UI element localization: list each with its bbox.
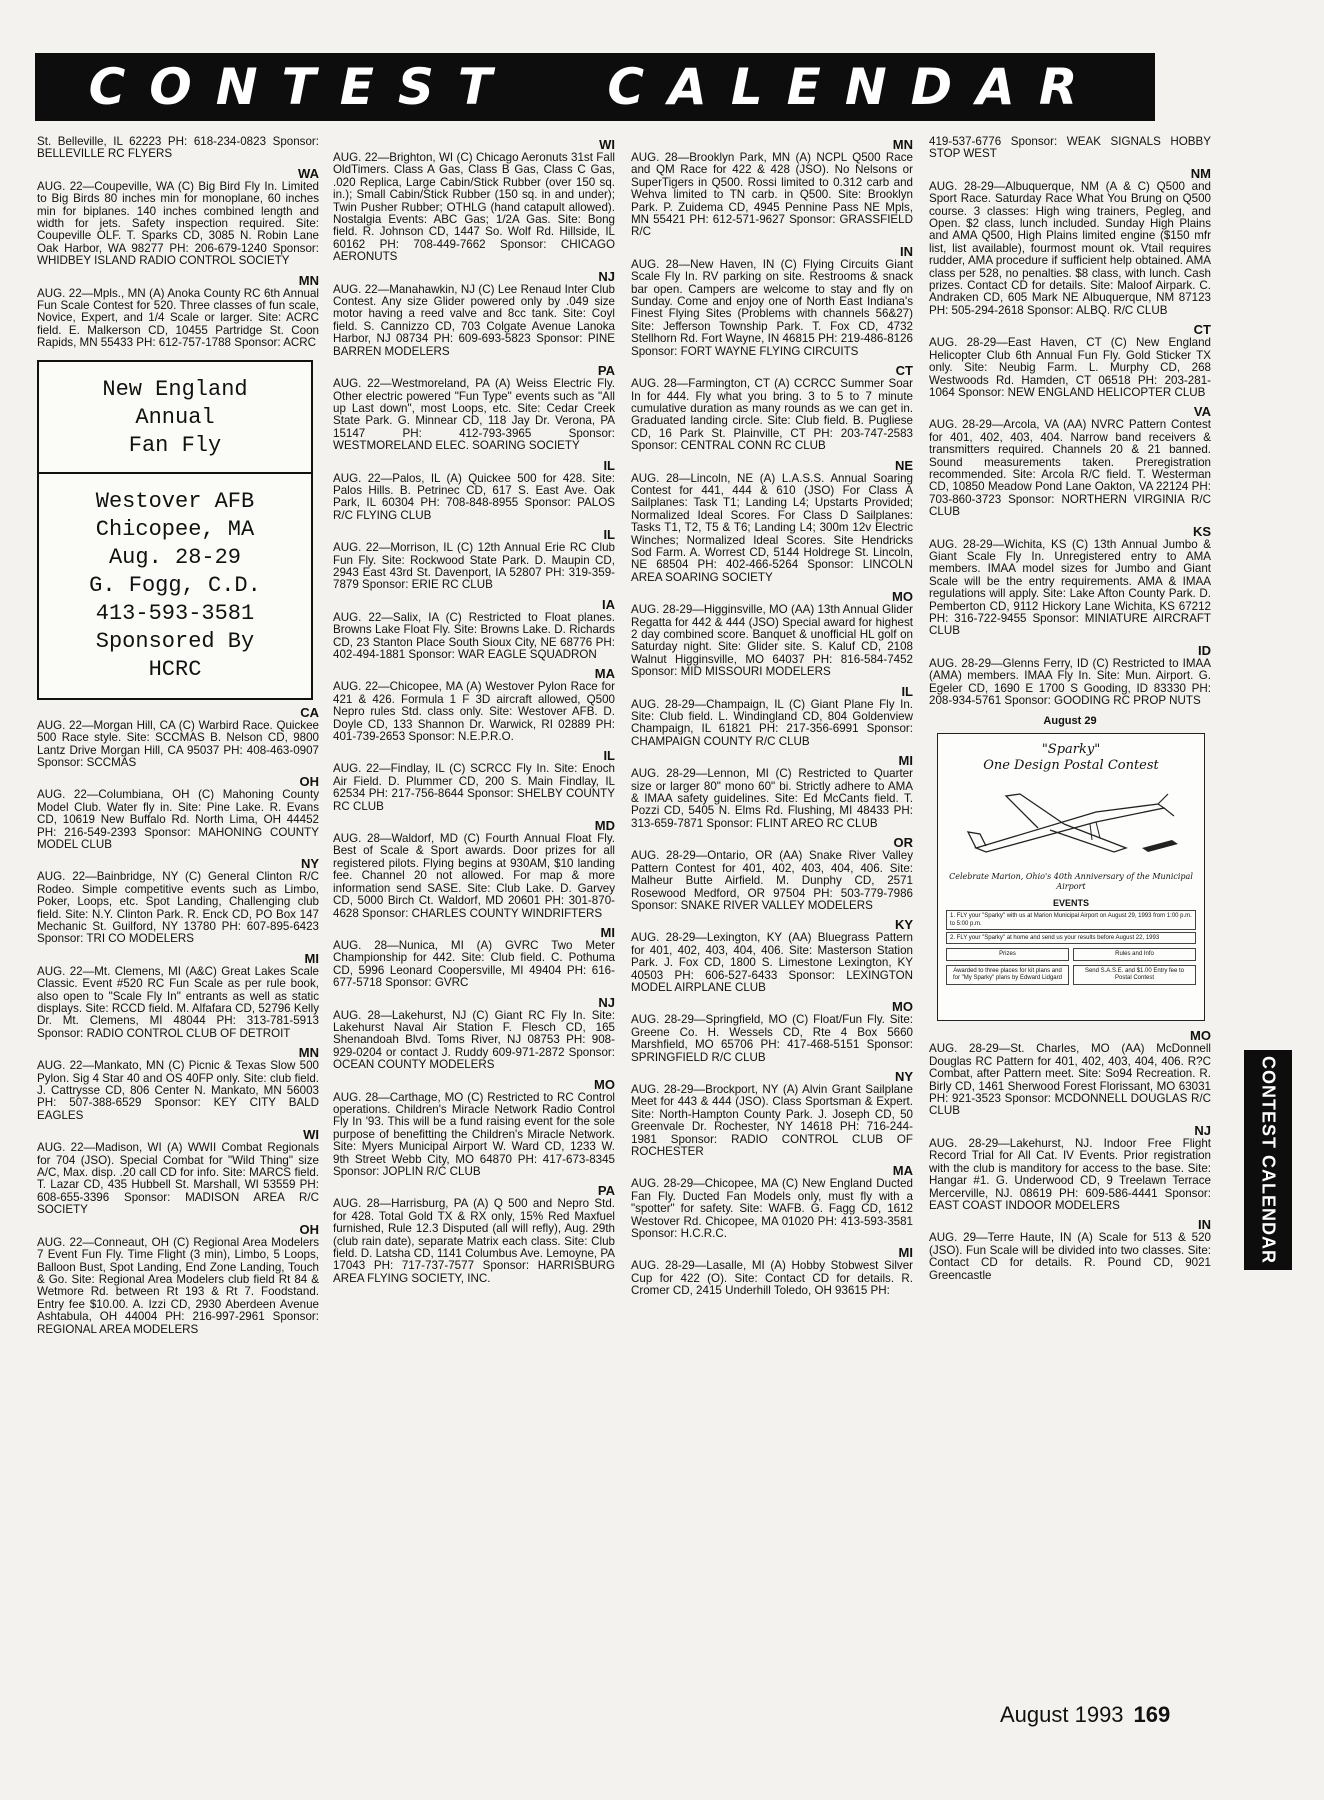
state-heading: NJ — [1194, 1122, 1211, 1138]
ad-detail-line: G. Fogg, C.D. — [89, 572, 261, 598]
state-heading: IN — [900, 243, 913, 259]
ad-title-line: New England — [102, 376, 248, 402]
contest-listing: AUG. 28-29—Champaign, IL (C) Giant Plane Fly In. Site: Club field. L. Windingland CD, 804 Goldenview Champaign, IL 61821 PH: 217-356-6991 Sponsor: CHAMPAIGN COUNTY R/C CLUB — [631, 697, 913, 748]
state-heading: NM — [1190, 165, 1211, 181]
issue-date: August 1993 — [1000, 1702, 1124, 1727]
state-heading: OH — [299, 1221, 319, 1237]
contest-listing: St. Belleville, IL 62223 PH: 618-234-0823 Sponsor: BELLEVILLE RC FLYERS — [37, 136, 319, 161]
ad-box-title — [39, 362, 311, 474]
column-1 — [37, 136, 319, 1726]
contest-listing: AUG. 28-29—Brockport, NY (A) Alvin Grant Sailplane Meet for 443 & 444 (JSO). Class Sportsman & Expert. Site: North-Hampton County Park. J. Joseph CD, 50 Greenvale Dr. Rochester, NY 14618 PH: 716-244-1981 Sponsor: RADIO CONTROL CLUB OF ROCHESTER — [631, 1082, 913, 1158]
state-heading: WA — [298, 165, 319, 181]
ad-title-line: Annual — [135, 404, 215, 430]
state-heading: KY — [894, 917, 913, 933]
state-heading: IN — [1198, 1217, 1211, 1233]
model-airplane-illustration — [946, 778, 1196, 870]
state-heading: CA — [300, 704, 319, 720]
contest-listing: AUG. 28—Lincoln, NE (A) L.A.S.S. Annual Soaring Contest for 441, 444 & 610 (JSO) For Class A Sailplanes: Task T1; Landing L4; Upstarts Provided; Normalized Ideal Scores. For Class D Sailplanes: Tasks T1, T2, T5 & T6; Landing L4; 300m 12v Electric Winches; Normalized Ideal Scores. Site Hendricks Sod Farm. A. Worrest CD, 5144 Holdrege St. Lincoln, NE 68504 PH: 402-466-5264 Sponsor: LINCOLN AREA SOARING SOCIETY — [631, 471, 913, 584]
state-heading: OH — [299, 774, 319, 790]
contest-listing: AUG. 22—Columbiana, OH (C) Mahoning County Model Club. Water fly in. Site: Pine Lake. R. Evans CD, 10619 New Buffalo Rd. North Lima, OH 44452 PH: 216-549-2393 Sponsor: MAHONING COUNTY MODEL CLUB — [37, 788, 319, 851]
contest-listing: AUG. 28—New Haven, IN (C) Flying Circuits Giant Scale Fly In. RV parking on site. Restrooms & snack bar open. Campers are welcome to stay and fly on Sunday. Come and enjoy one of North East Indiana's Finest Flying Sites (Problems with channels 56&27) Site: Jefferson Township Park. T. Fox CD, 4732 Stellhorn Rd. Fort Wayne, IN 46815 PH: 219-486-8126 Sponsor: FORT WAYNE FLYING CIRCUITS — [631, 257, 913, 358]
state-heading: MO — [892, 999, 913, 1015]
state-heading: OR — [893, 835, 913, 851]
state-heading: MO — [1190, 1028, 1211, 1044]
contest-listing: AUG. 28—Carthage, MO (C) Restricted to RC Control operations. Children's Miracle Network Radio Control Fly In '93. This will be a fund raising event for the sole purpose of benefitting the Children's Miracle Network. Site: Myers Municipal Airport W. Ward CD, 1233 W. 9th Street Webb City, MO 64870 PH: 417-673-8345 Sponsor: JOPLIN R/C CLUB — [333, 1090, 615, 1178]
contest-listing: AUG. 29—Terre Haute, IN (A) Scale for 513 & 520 (JSO). Fun Scale will be divided into two classes. Site: Contact CD for details. R. Pound CD, 9021 Greencastle — [929, 1231, 1211, 1282]
flyer-send-info: Send S.A.S.E. and $1.00 Entry fee to Postal Contest — [1073, 965, 1196, 985]
contest-listing: AUG. 22—Chicopee, MA (A) Westover Pylon Race for 421 & 426. Formula 1 F 3D aircraft allowed, Q500 Nepro rules Std. class only. Site: Westover AFB. D. Doyle CD, 133 Shannon Dr. Warwick, RI 02889 PH: 401-739-2653 Sponsor: N.E.P.R.O. — [333, 680, 615, 744]
flyer-awards: Awarded to three places for kit plans and for "My Sparky" plans by Edward Lidgard — [946, 965, 1069, 985]
contest-listing: AUG. 22—Mt. Clemens, MI (A&C) Great Lakes Scale Classic. Event #520 RC Fun Scale as per rule book, also open to "Scale Fly In" entrants as well as static displays. Site: RCCD field. M. Alfafara CD, 52796 Kelly Dr. Mt. Clemens, MI 48044 PH: 313-781-5913 Sponsor: RADIO CONTROL CLUB OF DETROIT — [37, 964, 319, 1040]
contest-listing: AUG. 28-29—Lakehurst, NJ. Indoor Free Flight Record Trial for All Cat. IV Events. Prior registration with the club is manditory for access to the base. Site: Hangar #1. G. Underwood CD, 9 Treelawn Terrace Mercerville, NJ. 08619 PH: 609-586-4441 Sponsor: EAST COAST INDOOR MODELERS — [929, 1136, 1211, 1212]
state-heading: MI — [304, 950, 319, 966]
contest-listing: AUG. 28—Nunica, MI (A) GVRC Two Meter Championship for 442. Site: Club field. C. Pothuma CD, 5996 Leonard Coopersville, MI 49404 PH: 616-677-5718 Sponsor: GVRC — [333, 938, 615, 990]
state-heading: MO — [892, 589, 913, 605]
flyer-blurb: Celebrate Marion, Ohio's 40th Anniversary of the Municipal Airport — [949, 872, 1193, 892]
contest-listing: AUG. 28-29—Higginsville, MO (AA) 13th Annual Glider Regatta for 442 & 444 (JSO) Special award for highest 2 day combined score. Banquet & unofficial HL golf on Saturday night. Site: Glider site. S. Kaluf CD, 2108 Walnut Higginsville, MO 64037 PH: 816-584-7452 Sponsor: MID MISSOURI MODELERS — [631, 603, 913, 679]
ad-title-line: Fan Fly — [128, 432, 222, 458]
contest-listing: AUG. 22—Bainbridge, NY (C) General Clinton R/C Rodeo. Simple competitive events such as Limbo, Poker, Loops, etc. Spot Landing, Challenging club field. Site: N.Y. Clinton Park. R. Enck CD, PO Box 147 Mechanic St. Guilford, NY 13780 PH: 607-895-6423 Sponsor: TRI CO MODELERS — [37, 870, 319, 946]
contest-listing: AUG. 28—Farmington, CT (A) CCRCC Summer Soar In for 444. Fly what you bring. 3 to 5 to 7 minute cumulative duration as many rounds as we can get in. Graduated landing circle. Site: Club field. B. Pugliese CD, 16 Park St. Plainville, CT PH: 203-747-2583 Sponsor: CENTRAL CONN RC CLUB — [631, 377, 913, 453]
ad-detail-line: Chicopee, MA — [95, 516, 255, 542]
state-heading: IA — [602, 596, 615, 612]
contest-listing: 419-537-6776 Sponsor: WEAK SIGNALS HOBBY STOP WEST — [929, 136, 1211, 161]
state-heading: MO — [594, 1076, 615, 1092]
contest-listing: AUG. 28-29—Glenns Ferry, ID (C) Restricted to IMAA (AMA) members. IMAA Fly In. Site: Mun. Airport. G. Egeler CD, 1690 E 1700 S Gooding, ID 83330 PH: 208-934-5761 Sponsor: GOODING RC PROP NUTS — [929, 656, 1211, 708]
state-heading: NJ — [598, 994, 615, 1010]
flyer-prizes-label: Prizes — [946, 948, 1069, 961]
contest-listing: AUG. 22—Morrison, IL (C) 12th Annual Erie RC Club Fun Fly. Site: Rockwood State Park. D. Maupin CD, 2943 East 43rd St. Davenport, IA 52807 PH: 319-359-7879 Sponsor: ERIE RC CLUB — [333, 541, 615, 592]
ad-detail-line: 413-593-3581 — [95, 600, 255, 626]
page-number: 169 — [1133, 1702, 1171, 1727]
page-footer — [1000, 1702, 1170, 1728]
contest-listing: AUG. 28-29—Springfield, MO (C) Float/Fun Fly. Site: Greene Co. H. Wessels CD, Rte 4 Box 5660 Marshfield, MO 65706 PH: 417-468-5151 Sponsor: SPRINGFIELD R/C CLUB — [631, 1013, 913, 1064]
contest-listing: AUG. 28-29—St. Charles, MO (AA) McDonnell Douglas RC Pattern for 401, 402, 403, 404, 406. R?C Combat, after Pattern meet. Site: So94 Recreation. R. Birly CD, 1461 Sherwood Forest Florissant, MO 63031 PH: 921-3523 Sponsor: MCDONNELL DOUGLAS R/C CLUB — [929, 1042, 1211, 1118]
new-england-fan-fly-ad — [37, 360, 313, 700]
state-heading: MN — [298, 1045, 319, 1061]
state-heading: VA — [1193, 404, 1211, 420]
state-heading: PA — [597, 1183, 615, 1199]
state-heading: NY — [300, 856, 319, 872]
column-4 — [929, 136, 1211, 1726]
state-heading: WI — [599, 137, 615, 152]
contest-listing: AUG. 28—Brooklyn Park, MN (A) NCPL Q500 Race and QM Race for 422 & 428 (JSO). No Nelsons or SuperTigers in Q500. Rossi limited to 0.312 carb and Wehva limited to TN carb. in Q500. Site: Brooklyn Park. P. Zuidema CD, 4945 Pennine Pass NE Mpls, MN 55421 PH: 612-571-9627 Sponsor: GRASSFIELD R/C — [631, 151, 913, 239]
column-2 — [333, 136, 615, 1726]
contest-listing: AUG. 28-29—Wichita, KS (C) 13th Annual Jumbo & Giant Scale Fly In. Unregistered entry to AMA members. IMAA model sizes for Jumbo and Giant Scale will be the entry requirements. AMA & IMAA regulations will apply. Site: Lake Afton County Park. D. Pemberton CD, 9112 Hickory Lane Wichita, KS 67212 PH: 316-722-9455 Sponsor: MINIATURE AIRCRAFT CLUB — [929, 537, 1211, 638]
contest-listing: AUG. 22—Mankato, MN (C) Picnic & Texas Slow 500 Pylon. Sig 4 Star 40 and OS 40FP only. Site: club field. J. Cattrysse CD, 806 Center N. Mankato, MN 56003 PH: 507-388-6529 Sponsor: KEY CITY BALD EAGLES — [37, 1059, 319, 1122]
side-section-tab — [1244, 1050, 1292, 1270]
contest-listing: AUG. 28-29—Lasalle, MI (A) Hobby Stobwest Silver Cup for 422 (O). Site: Contact CD for details. R. Cromer CD, 2415 Underhill Toledo, OH 93615 PH: — [631, 1259, 913, 1298]
contest-listing: AUG. 28-29—East Haven, CT (C) New England Helicopter Club 6th Annual Fun Fly. Gold Sticker TX only. Site: Neubig Farm. L. Murphy CD, 268 Westwoods Rd. Hamden, CT 06518 PH: 203-281-1064 Sponsor: NEW ENGLAND HELICOPTER CLUB — [929, 336, 1211, 399]
state-heading: IL — [901, 683, 913, 699]
side-tab-label: CONTEST CALENDAR — [1258, 1056, 1279, 1264]
flyer-title-2: One Design Postal Contest — [983, 758, 1159, 774]
state-heading: MI — [898, 1245, 913, 1261]
state-heading: MA — [892, 1163, 913, 1179]
state-heading: MI — [600, 924, 615, 940]
state-heading: IL — [603, 527, 615, 543]
column-3 — [631, 136, 913, 1726]
ad-detail-line: Sponsored By — [95, 628, 255, 654]
contest-listing: AUG. 22—Brighton, WI (C) Chicago Aeronuts 31st Fall OldTimers. Class A Gas, Class B Gas, Class C Gas, .020 Replica, Large Cabin/Stick Rubber (over 150 sq. in.); Small Cabin/Stick Rubber (150 sq. in and under); Twin Pusher Rubber; OTHLG (hand catapult allowed). Nostalgia Events: ABC Gas; 1/2A Gas. Site: Bong field. R. Johnson CD, 1447 So. Wolf Rd. Hillside, IL 60162 PH: 708-449-7662 Sponsor: CHICAGO AERONUTS — [333, 151, 615, 264]
contest-listing: AUG. 22—Coupeville, WA (C) Big Bird Fly In. Limited to Big Birds 80 inches min for monoplane, 60 inches min for biplanes. 140 inches combined length and width for jets. Safety inspection required. Site: Coupeville OLF. T. Sparks CD, 3085 N. Robin Lane Oak Harbor, WA 98277 PH: 206-679-1240 Sponsor: WHIDBEY ISLAND RADIO CONTROL SOCIETY — [37, 179, 319, 268]
state-heading: MN — [298, 272, 319, 288]
contest-listing: AUG. 22—Findlay, IL (C) SCRCC Fly In. Site: Enoch Air Field. D. Plummer CD, 200 S. Main Findlay, IL 62534 PH: 217-756-8644 Sponsor: SHELBY COUNTY RC CLUB — [333, 762, 615, 813]
banner-title: CONTEST CALENDAR — [88, 58, 1102, 116]
state-heading: NY — [894, 1068, 913, 1084]
flyer-caption: August 29 — [1043, 715, 1097, 728]
contest-listing: AUG. 28-29—Arcola, VA (AA) NVRC Pattern Contest for 401, 402, 403, 404. Narrow band receivers & transmitters required. Channels 20 & 21 banned. Sound measurements taken. Preregistration recommended. Site: Arcola R/C field. T. Westerman CD, 10850 Meadow Pond Lane Oakton, VA 22124 PH: 703-860-3723 Sponsor: NORTHERN VIRGINIA R/C CLUB — [929, 418, 1211, 519]
flyer-title-1: "Sparky" — [1041, 742, 1101, 758]
contest-listing: AUG. 22—Mpls., MN (A) Anoka County RC 6th Annual Fun Scale Contest for 520. Three classes of fun scale, Novice, Expert, and 1/4 Scale or larger. Site: ACRC field. E. Malkerson CD, 10455 Partridge St. Coon Rapids, MN 55433 PH: 612-757-1788 Sponsor: ACRC — [37, 286, 319, 350]
flyer-event-2: 2. FLY your "Sparky" at home and send us your results before August 22, 1993 — [946, 932, 1196, 944]
state-heading: KS — [1192, 523, 1211, 539]
state-heading: NE — [894, 457, 913, 473]
state-heading: CT — [895, 363, 913, 379]
state-heading: MD — [594, 818, 615, 834]
ad-detail-line: Aug. 28-29 — [108, 544, 242, 570]
ad-detail-line: HCRC — [148, 656, 202, 682]
flyer-events-heading: EVENTS — [1052, 898, 1089, 909]
contest-listing: AUG. 22—Madison, WI (A) WWII Combat Regionals for 704 (JSO). Special Combat for "Wild Thing" size A/C, Max. disp. .20 call CD for info. Site: MARCS field. T. Lazar CD, 435 Hubbell St. Marshall, WI 53559 PH: 608-655-3396 Sponsor: MADISON AREA R/C SOCIETY — [37, 1141, 319, 1217]
state-heading: IL — [603, 748, 615, 764]
contest-listing: AUG. 22—Manahawkin, NJ (C) Lee Renaud Inter Club Contest. Any size Glider powered only by .049 size motor having a reed valve and 8cc tank. Site: Coyl field. S. Cannizzo CD, 703 Colgate Avenue Lanoka Harbor, NJ 08734 PH: 609-693-5823 Sponsor: PINE BARREN MODELERS — [333, 282, 615, 358]
contest-listing: AUG. 28-29—Ontario, OR (AA) Snake River Valley Pattern Contest for 401, 402, 403, 404, 406. Site: Malheur Butte Airfield. M. Dunphy CD, 2571 Rosewood Medford, OR 97504 PH: 503-779-7986 Sponsor: SNAKE RIVER VALLEY MODELERS — [631, 849, 913, 912]
state-heading: MA — [594, 666, 615, 682]
contest-listing: AUG. 28-29—Albuquerque, NM (A & C) Q500 and Sport Race. Saturday Race What You Brung on Q500 course. 3 classes: High wing trainers, Pegleg, and Open. $2 class, lunch included. Sunday High Plains and AMA Q500, High Plains limited engine ($150 mfr list, list available), fourmost mount ok. Vtail requires rudder, AMA procedure if sufficient help obtained. AMA class per 528, no penalties. $8 class, with lunch. Cash prizes. Contact CD for details. Site: Maloof Airpark. C. Andraken CD, 605 Mark NE Albuquerque, NM 87123 PH: 505-294-2618 Sponsor: ALBQ. R/C CLUB — [929, 179, 1211, 317]
state-heading: NJ — [598, 268, 615, 284]
state-heading: ID — [1198, 642, 1211, 658]
contest-listing: AUG. 28—Waldorf, MD (C) Fourth Annual Float Fly. Best of Scale & Sport awards. Door prizes for all registered pilots. Flying begins at 930AM, $10 landing fee. Channel 20 not allowed. For map & more information send SASE. Site: Club Lake. D. Garvey CD, 5000 Birch Ct. Waldorf, MD 20601 PH: 301-870-4628 Sponsor: CHARLES COUNTY WINDRIFTERS — [333, 832, 615, 920]
contest-listing: AUG. 28-29—Lennon, MI (C) Restricted to Quarter size or larger 80" mono 60" bi. Strictly adhere to AMA & IMAA safety guidelines. Site: Ed McCants field. T. Pozzi CD, 5405 N. Elms Rd. Flushing, MI 48433 PH: 313-659-7871 Sponsor: FLINT AREO RC CLUB — [631, 767, 913, 830]
contest-listing: AUG. 22—Palos, IL (A) Quickee 500 for 428. Site: Palos Hills. B. Petrinec CD, 617 S. East Ave. Oak Park, IL 60304 PH: 708-848-8955 Sponsor: PALOS R/C FLYING CLUB — [333, 471, 615, 522]
flyer-rules-label: Rules and Info — [1073, 948, 1196, 961]
contest-listing: AUG. 22—Conneaut, OH (C) Regional Area Modelers 7 Event Fun Fly. Time Flight (3 min), Limbo, 5 Loops, Balloon Bust, Spot Landing, End Zone Landing, Touch & Go. Site: Regional Area Modelers club field Rt 84 & Wetmore Rd. between Rt 193 & Rt 7. Foodstand. Entry fee $10.00. A. Izzi CD, 2930 Aberdeen Avenue Ashtabula, OH 44004 PH: 216-997-2961 Sponsor: REGIONAL AREA MODELERS — [37, 1235, 319, 1336]
contest-listing: AUG. 22—Morgan Hill, CA (C) Warbird Race. Quickee 500 Race style. Site: SCCMAS B. Nelson CD, 9800 Lantz Drive Morgan Hill, CA 95037 PH: 408-463-0907 Sponsor: SCCMAS — [37, 718, 319, 769]
flyer-event-1: 1. FLY your "Sparky" with us at Marion Municipal Airport on August 29, 1993 from 1:00 p.m. to 5:00 p.m. — [946, 910, 1196, 930]
state-heading: MN — [892, 137, 913, 152]
state-heading: WI — [303, 1127, 319, 1143]
contest-calendar-banner — [35, 53, 1155, 121]
contest-listing: AUG. 28—Lakehurst, NJ (C) Giant RC Fly In. Site: Lakehurst Naval Air Station F. Flesch CD, 165 Shenandoah Blvd. Toms River, NJ 08753 PH: 908-929-0204 or contact J. Ruddy 609-971-2872 Sponsor: OCEAN COUNTY MODELERS — [333, 1008, 615, 1072]
ad-detail-line: Westover AFB — [95, 488, 255, 514]
state-heading: PA — [597, 363, 615, 379]
state-heading: IL — [603, 457, 615, 473]
contest-listing: AUG. 22—Salix, IA (C) Restricted to Float planes. Browns Lake Float Fly. Site: Browns Lake. D. Richards CD, 23 Stanton Place South Sioux City, NE 68776 PH: 402-494-1881 Sponsor: WAR EAGLE SQUADRON — [333, 610, 615, 661]
state-heading: MI — [898, 753, 913, 769]
ad-box-details — [39, 474, 311, 698]
contest-listing: AUG. 28-29—Chicopee, MA (C) New England Ducted Fan Fly. Ducted Fan Models only, must fly with a "spotter" for safety. Site: WAFB. G. Fagg CD, 1612 Westover Rd. Chicopee, MA 01020 PH: 413-593-3581 Sponsor: H.C.R.C. — [631, 1177, 913, 1241]
sparky-contest-flyer — [937, 733, 1205, 1021]
contest-listing: AUG. 28—Harrisburg, PA (A) Q 500 and Nepro Std. for 428. Total Gold TX & RX only, 15% Red Maxfuel furnished, Rule 12.3 Disputed (all will refly), Aug. 29th (club rain date), separate Matrix each class. Site: Club field. D. Latsha CD, 1141 Columbus Ave. Lemoyne, PA 17043 PH: 717-737-7577 Sponsor: HARRISBURG AREA FLYING SOCIETY, INC. — [333, 1197, 615, 1285]
state-heading: CT — [1193, 322, 1211, 338]
contest-listing: AUG. 28-29—Lexington, KY (AA) Bluegrass Pattern for 401, 402, 403, 404, 406. Site: Masterson Station Park. J. Fox CD, 1800 S. Limestone Lexington, KY 40503 PH: 606-527-6433 Sponsor: LEXINGTON MODEL AIRPLANE CLUB — [631, 931, 913, 994]
contest-listing: AUG. 22—Westmoreland, PA (A) Weiss Electric Fly. Other electric powered "Fun Type" events such as "All up Last down", most Loops, etc. Site: Cedar Creek State Park. G. Minnear CD, 118 Jay Dr. Verona, PA 15147 PH: 412-793-3965 Sponsor: WESTMORELAND ELEC. SOARING SOCIETY — [333, 377, 615, 453]
